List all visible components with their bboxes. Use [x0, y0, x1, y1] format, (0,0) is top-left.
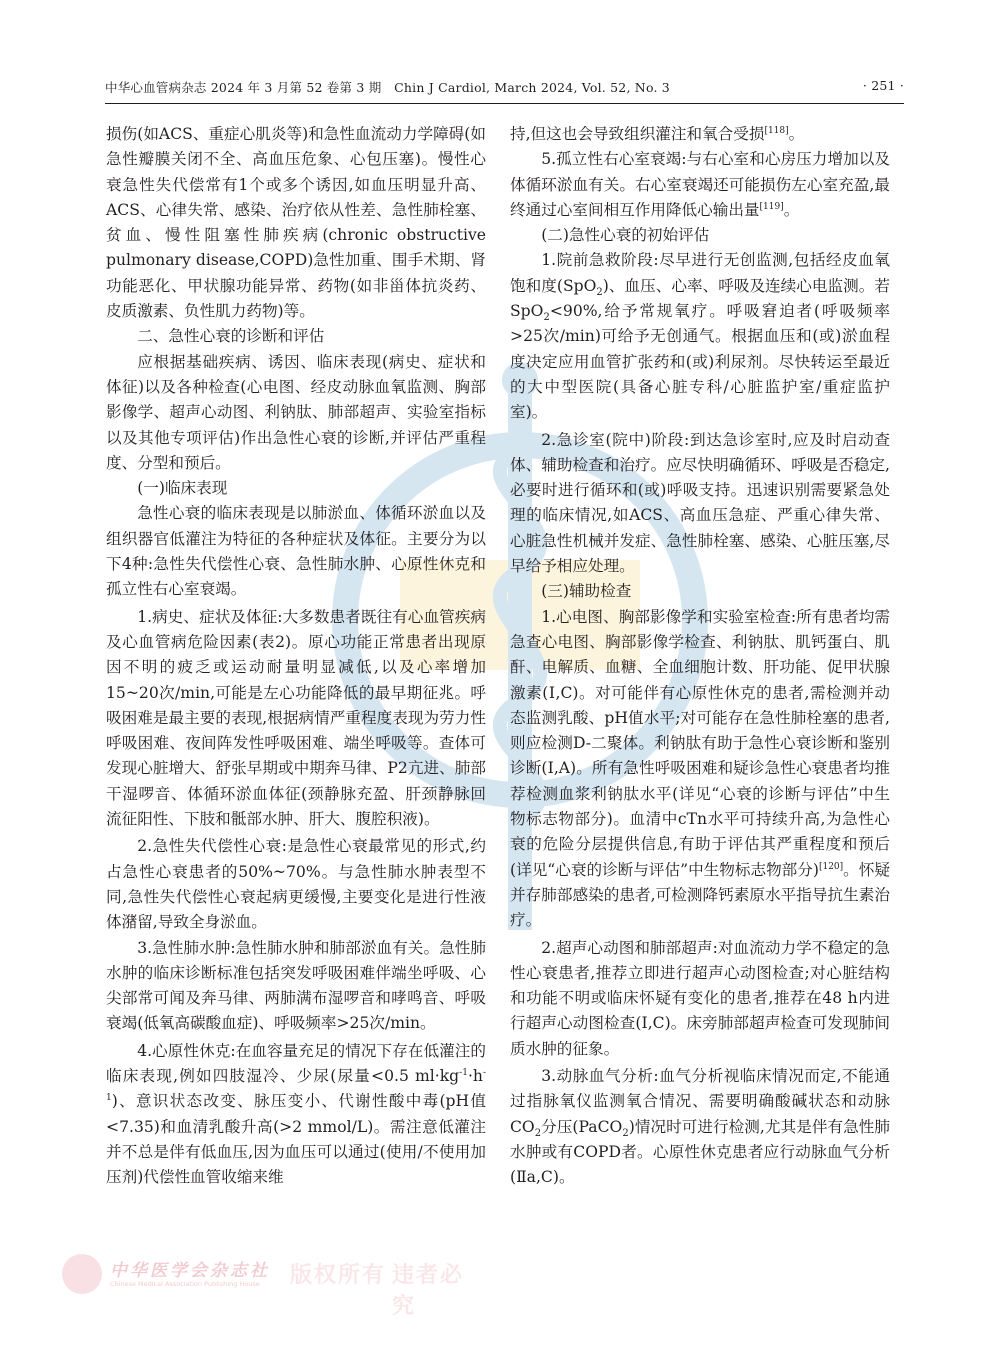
paragraph: 1.心电图、胸部影像学和实验室检查:所有患者均需急查心电图、胸部影像学检查、利钠肽、肌钙蛋白、肌酐、电解质、血糖、全血细胞计数、肝功能、促甲状腺激素(Ⅰ,C)。对可能伴有心原性休克的患者,需检测并动态监测乳酸、pH值水平;对可能存在急性肺栓塞的患者,则应检测D-二聚体。利钠肽有助于急性心衰诊断和鉴别诊断(Ⅰ,A)。所有急性呼吸困难和疑诊急性心衰患者均推荐检测血浆利钠肽水平(详见“心衰的诊断与评估”中生物标志物部分)。血清中cTn水平可持续升高,为急性心衰的危险分层提供信息,有助于评估其严重程度和预后(详见“心衰的诊断与评估”中生物标志物部分)[120]。怀疑并存肺部感染的患者,可检测降钙素原水平指导抗生素治疗。: [510, 607, 890, 930]
publisher-name-cn: 中华医学会杂志社: [110, 1261, 270, 1281]
left-column: [106, 122, 486, 1190]
copyright-mark-1: 版权所有: [290, 1262, 387, 1288]
page-number: · 251 ·: [862, 78, 904, 93]
publisher-logo: [62, 1252, 482, 1319]
paragraph: 1.病史、症状及体征:大多数患者既往有心血管疾病及心血管病危险因素(表2)。原心功能正常患者出现原因不明的疲乏或运动耐量明显减低,以及心率增加15~20次/min,可能是左心功能降低的最早期征兆。呼吸困难是最主要的表现,根据病情严重程度表现为劳力性呼吸困难、夜间阵发性呼吸困难、端坐呼吸等。查体可发现心脏增大、舒张早期或中期奔马律、P2亢进、肺部干湿啰音、体循环淤血体征(颈静脉充盈、肝颈静脉回流征阳性、下肢和骶部水肿、肝大、腹腔积液)。: [106, 607, 486, 829]
paragraph: (一)临床表现: [137, 479, 228, 498]
paragraph: 2.超声心动图和肺部超声:对血流动力学不稳定的急性心衰患者,推荐立即进行超声心动图检查;对心脏结构和功能不明或临床怀疑有变化的患者,推荐在48 h内进行超声心动图检查(Ⅰ,C)。床旁肺部超声检查可发现肺间质水肿的征象。: [510, 938, 890, 1058]
paragraph: 损伤(如ACS、重症心肌炎等)和急性血流动力学障碍(如急性瓣膜关闭不全、高血压危象、心包压塞)。慢性心衰急性失代偿常有1个或多个诱因,如血压明显升高、ACS、心律失常、感染、治疗依从性差、急性肺栓塞、贫血、慢性阻塞性肺疾病(chronic obstructive pulmonary disease,COPD)急性加重、围手术期、肾功能恶化、甲状腺功能异常、药物(如非甾体抗炎药、皮质激素、负性肌力药物)等。: [106, 125, 486, 321]
header-rule: [105, 103, 904, 104]
paragraph: 5.孤立性右心室衰竭:与右心室和心房压力增加以及体循环淤血有关。右心室衰竭还可能损伤左心室充盈,最终通过心室间相互作用降低心输出量[119]。: [510, 150, 890, 219]
paragraph: (三)辅助检查: [541, 582, 632, 601]
paragraph: 2.急诊室(院中)阶段:到达急诊室时,应及时启动查体、辅助检查和治疗。应尽快明确循环、呼吸是否稳定,必要时进行循环和(或)呼吸支持。迅速识别需要紧急处理的临床情况,如ACS、高血压急症、严重心律失常、心脏急性机械并发症、急性肺栓塞、感染、心脏压塞,尽早给予相应处理。: [510, 430, 890, 576]
paragraph: 3.急性肺水肿:急性肺水肿和肺部淤血有关。急性肺水肿的临床诊断标准包括突发呼吸困难伴端坐呼吸、心尖部常可闻及奔马律、两肺满布湿啰音和哮鸣音、呼吸衰竭(低氧高碳酸血症)、呼吸频率>25次/min。: [106, 938, 486, 1033]
running-header: [105, 78, 904, 104]
publisher-name-en: Chinese Medical Association Publishing House: [110, 1280, 260, 1288]
paragraph: 1.院前急救阶段:尽早进行无创监测,包括经皮血氧饱和度(SpO$_2$)、血压、心率、呼吸及连续心电监测。若SpO$_2$<90%,给予常规氧疗。呼吸窘迫者(呼吸频率>25次/min)可给予无创通气。根据血压和(或)淤血程度决定应用血管扩张药和(或)利尿剂。尽快转运至最近的大中型医院(具备心脏专科/心脏监护室/重症监护室)。: [510, 251, 890, 422]
paragraph: 2.急性失代偿性心衰:是急性心衰最常见的形式,约占急性心衰患者的50%~70%。与急性肺水肿表型不同,急性失代偿性心衰起病更缓慢,主要变化是进行性液体潴留,导致全身淤血。: [106, 837, 486, 932]
journal-citation: 中华心血管病杂志 2024 年 3 月第 52 卷第 3 期 Chin J Cardiol, March 2024, Vol. 52, No. 3: [105, 80, 670, 95]
paragraph: 3.动脉血气分析:血气分析视临床情况而定,不能通过指脉氧仪监测氧合情况、需要明确酸碱状态和动脉$CO_2$分压(PaCO$_2$)情况时可进行检测,尤其是伴有急性肺水肿或有COPD者。心原性休克患者应行动脉血气分析(Ⅱa,C)。: [510, 1066, 890, 1187]
paragraph: 急性心衰的临床表现是以肺淤血、体循环淤血以及组织器官低灌注为特征的各种症状及体征。主要分为以下4种:急性失代偿性心衰、急性肺水肿、心原性休克和孤立性右心室衰竭。: [106, 504, 486, 599]
publisher-seal-icon: [62, 1254, 102, 1294]
paragraph: (二)急性心衰的初始评估: [541, 226, 710, 245]
paragraph: 应根据基础疾病、诱因、临床表现(病史、症状和体征)以及各种检查(心电图、经皮动脉血氧监测、胸部影像学、超声心动图、利钠肽、肺部超声、实验室指标以及其他专项评估)作出急性心衰的诊断,并评估严重程度、分型和预后。: [106, 352, 486, 472]
copyright-mark-2: 违者必究: [392, 1262, 465, 1319]
right-column: [510, 122, 890, 1190]
paragraph: 4.心原性休克:在血容量充足的情况下存在低灌注的临床表现,例如四肢湿冷、少尿(尿量<0.5 $ml\cdot kg^{-1}\cdot h^{-1}$)、意识状态改变、脉压变小、代谢性酸中毒(pH值<7.35)和血清乳酸升高(>2 mmol/L)。需注意低灌注并不总是伴有低血压,因为血压可以通过(使用/不使用加压剂)代偿性血管收缩来维: [106, 1041, 486, 1187]
paragraph: 二、急性心衰的诊断和评估: [137, 327, 325, 346]
paragraph: 持,但这也会导致组织灌注和氧合受损[118]。: [510, 125, 805, 143]
